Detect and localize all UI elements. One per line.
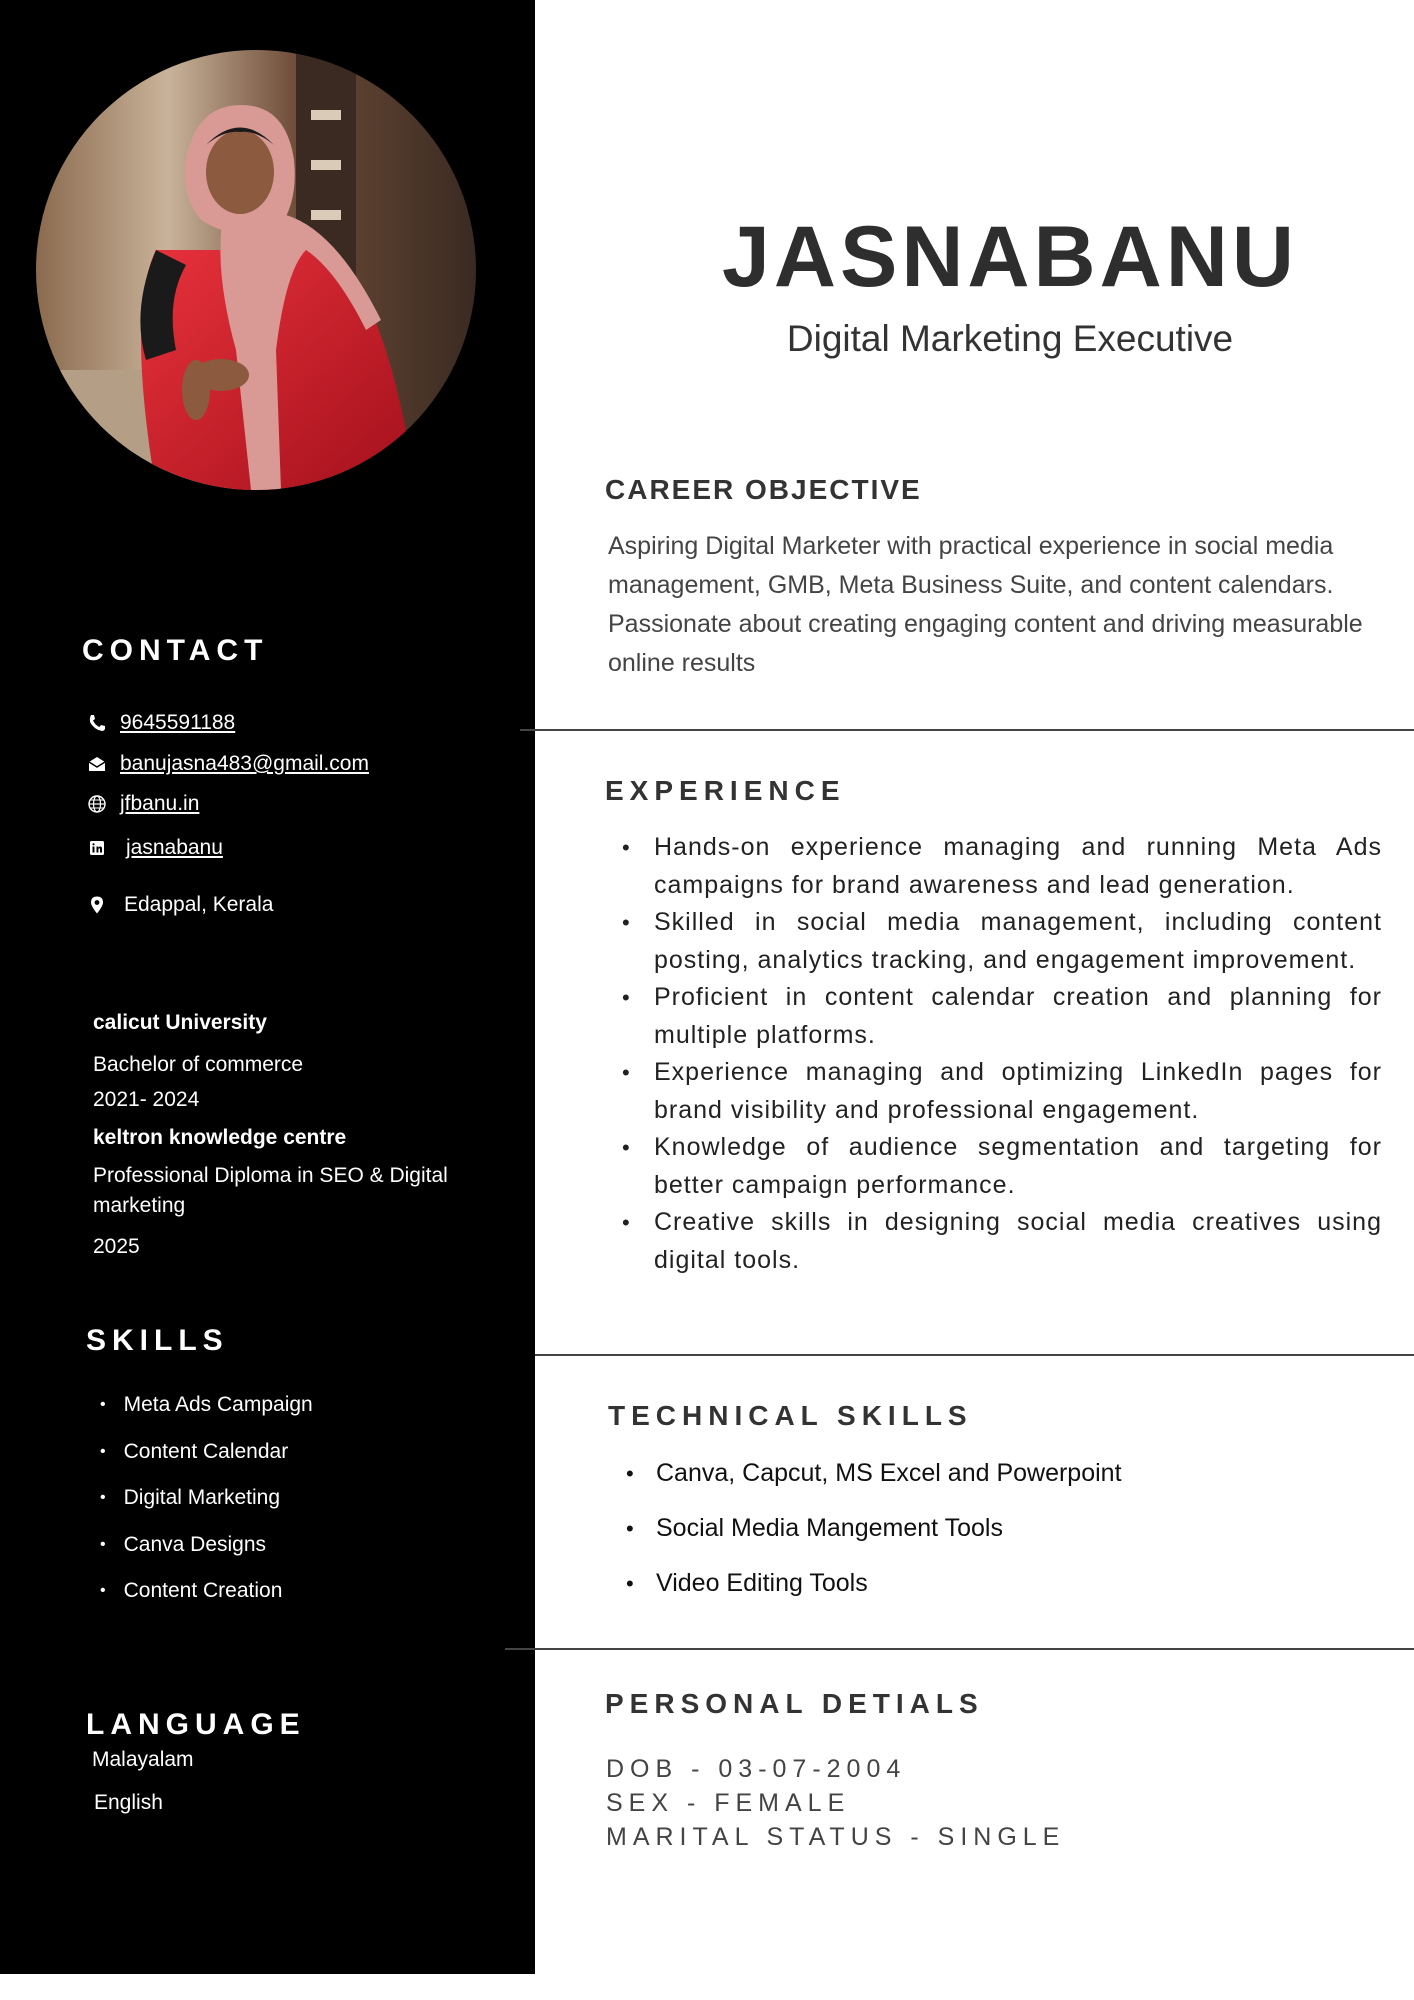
- personal-details-heading: PERSONAL DETIALS: [605, 1688, 984, 1719]
- candidate-name: JASNABANU: [722, 209, 1298, 305]
- personal-dob: DOB - 03-07-2004: [606, 1755, 907, 1783]
- location-text: Edappal, Kerala: [124, 893, 274, 916]
- contact-linkedin: [84, 835, 223, 861]
- contact-email: [84, 751, 369, 777]
- email-link[interactable]: banujasna483@gmail.com: [120, 752, 369, 775]
- education-diploma-year: 2025: [93, 1235, 140, 1258]
- location-pin-icon: [84, 892, 110, 918]
- experience-item: • Hands-on experience managing and running Meta Ads campaigns for brand awareness and lead generation.: [622, 829, 1382, 904]
- section-divider: [535, 1354, 1414, 1356]
- experience-item: • Creative skills in designing social media creatives using digital tools.: [622, 1204, 1382, 1279]
- personal-sex: SEX - FEMALE: [606, 1789, 851, 1817]
- section-divider: [520, 729, 1414, 731]
- phone-link[interactable]: 9645591188: [120, 711, 236, 734]
- education-institute: keltron knowledge centre: [93, 1126, 347, 1149]
- technical-skill-item: • Video Editing Tools: [626, 1556, 1122, 1611]
- career-objective-text: Aspiring Digital Marketer with practical experience in social media management, GMB, Meta Business Suite, and content calendars. Passionate about creating engaging content and driving measurable online results: [608, 532, 1363, 677]
- career-objective-heading: CAREER OBJECTIVE: [605, 474, 922, 505]
- skill-item: • Content Calendar: [100, 1429, 313, 1476]
- contact-phone: [84, 710, 235, 736]
- technical-skills-list: [626, 1446, 1122, 1611]
- contact-website: [84, 791, 199, 817]
- experience-item: • Knowledge of audience segmentation and targeting for better campaign performance.: [622, 1129, 1382, 1204]
- phone-icon: [84, 710, 110, 736]
- experience-item: • Experience managing and optimizing LinkedIn pages for brand visibility and professional engagement.: [622, 1054, 1382, 1129]
- linkedin-link[interactable]: jasnabanu: [126, 836, 223, 859]
- experience-list: [622, 829, 1382, 1279]
- website-link[interactable]: jfbanu.in: [120, 792, 200, 815]
- candidate-role: Digital Marketing Executive: [786, 318, 1234, 359]
- skill-item: • Digital Marketing: [100, 1475, 313, 1522]
- technical-skills-heading: TECHNICAL SKILLS: [608, 1400, 973, 1431]
- sidebar: [0, 0, 535, 1974]
- skill-item: • Content Creation: [100, 1568, 313, 1615]
- profile-photo: [36, 50, 476, 490]
- skill-item: • Canva Designs: [100, 1522, 313, 1569]
- language-item: Malayalam: [92, 1748, 194, 1771]
- experience-item: • Proficient in content calendar creation and planning for multiple platforms.: [622, 979, 1382, 1054]
- experience-item: • Skilled in social media management, including content posting, analytics tracking, and engagement improvement.: [622, 904, 1382, 979]
- skills-heading: SKILLS: [86, 1324, 229, 1357]
- skill-item: • Meta Ads Campaign: [100, 1382, 313, 1429]
- contact-location: [84, 892, 273, 918]
- education-diploma: Professional Diploma in SEO & Digital marketing: [93, 1164, 448, 1217]
- education-university: calicut University: [93, 1011, 267, 1034]
- section-divider: [505, 1648, 1414, 1650]
- contact-heading: CONTACT: [82, 634, 269, 667]
- language-item: English: [94, 1791, 163, 1814]
- experience-heading: EXPERIENCE: [605, 775, 846, 806]
- technical-skill-item: • Canva, Capcut, MS Excel and Powerpoint: [626, 1446, 1122, 1501]
- globe-icon: [84, 791, 110, 817]
- personal-marital-status: MARITAL STATUS - SINGLE: [606, 1823, 1066, 1851]
- technical-skill-item: • Social Media Mangement Tools: [626, 1501, 1122, 1556]
- profile-photo-illustration: [36, 50, 476, 490]
- skills-list: [100, 1382, 313, 1615]
- envelope-icon: [84, 751, 110, 777]
- linkedin-icon: [84, 835, 110, 861]
- education-degree: Bachelor of commerce: [93, 1053, 304, 1076]
- language-heading: LANGUAGE: [86, 1708, 306, 1741]
- education-degree-years: 2021- 2024: [93, 1088, 200, 1111]
